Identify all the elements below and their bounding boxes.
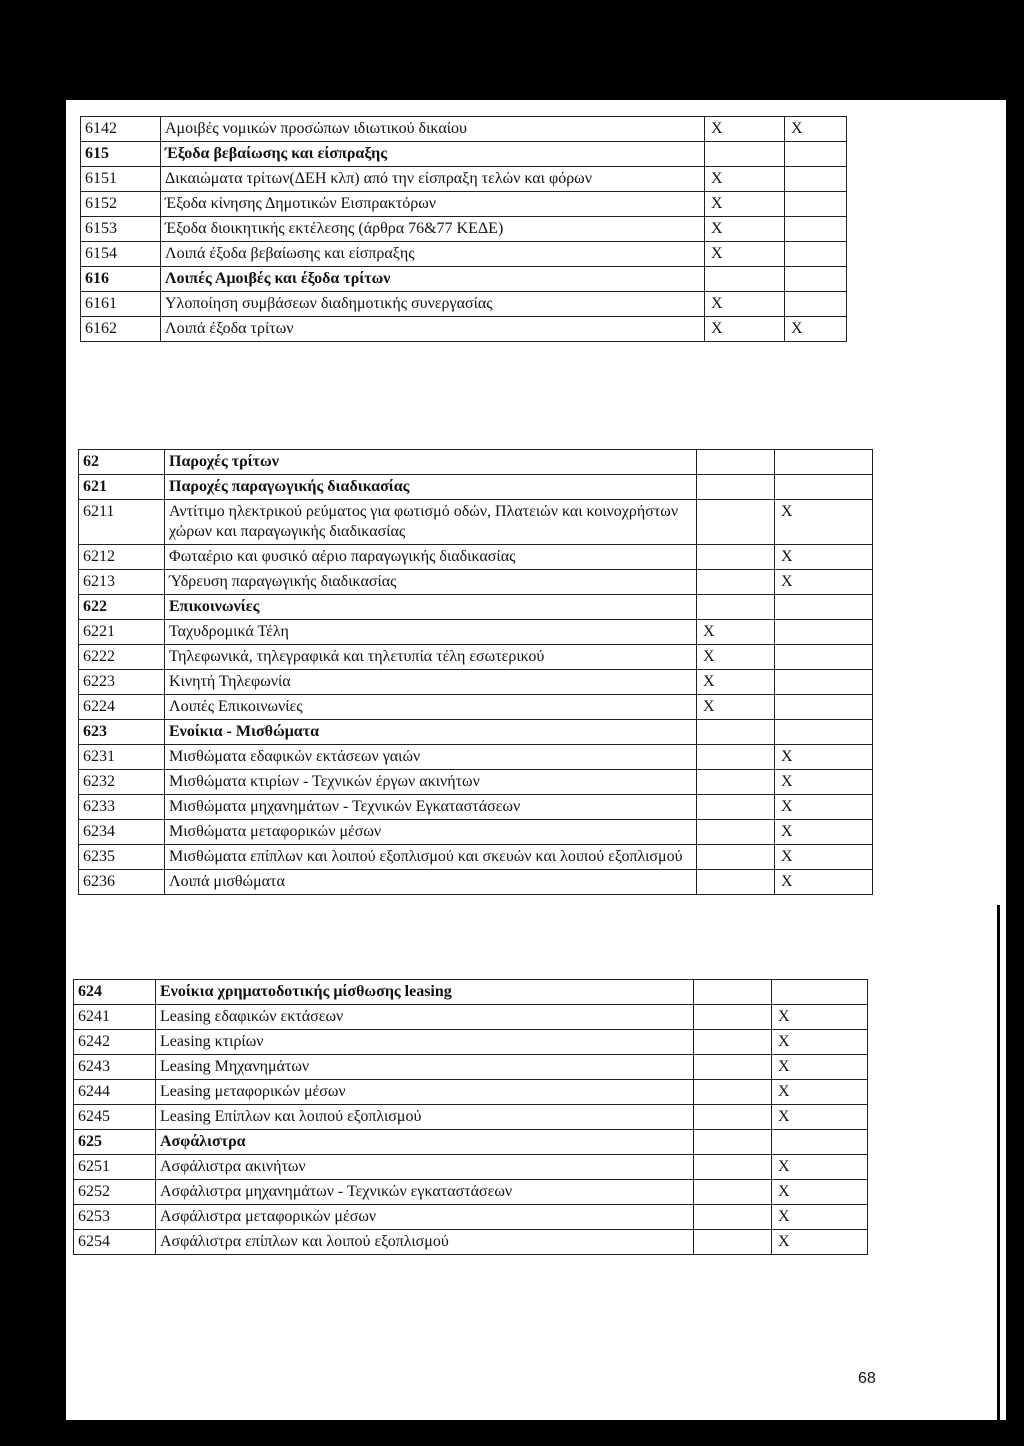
- code-cell: 6243: [74, 1055, 156, 1080]
- mark-cell-2: [775, 720, 873, 745]
- mark-cell-2: X: [775, 845, 873, 870]
- mark-cell-1: [694, 1080, 772, 1105]
- code-cell: 6242: [74, 1030, 156, 1055]
- code-cell: 6244: [74, 1080, 156, 1105]
- table-row: [74, 1105, 868, 1130]
- mark-cell-1: [697, 845, 775, 870]
- table-row: [79, 795, 873, 820]
- mark-cell-2: X: [772, 1180, 868, 1205]
- table-row: [81, 317, 847, 342]
- description-cell: Αμοιβές νομικών προσώπων ιδιωτικού δικαίου: [161, 117, 705, 142]
- mark-cell-1: X: [705, 317, 785, 342]
- table-row: [79, 645, 873, 670]
- account-table-62-623: [78, 449, 873, 895]
- mark-cell-2: [775, 475, 873, 500]
- description-cell: Ταχυδρομικά Τέλη: [165, 620, 697, 645]
- mark-cell-1: [694, 1005, 772, 1030]
- description-cell: Ενοίκια - Μισθώματα: [165, 720, 697, 745]
- table-row: [74, 1155, 868, 1180]
- mark-cell-2: X: [772, 1005, 868, 1030]
- code-cell: 6221: [79, 620, 165, 645]
- mark-cell-2: [775, 695, 873, 720]
- table-row: [81, 267, 847, 292]
- table-row: [81, 117, 847, 142]
- mark-cell-2: X: [775, 820, 873, 845]
- mark-cell-1: [697, 475, 775, 500]
- mark-cell-2: X: [772, 1055, 868, 1080]
- description-cell: Leasing Μηχανημάτων: [156, 1055, 694, 1080]
- code-cell: 615: [81, 142, 161, 167]
- description-cell: Ενοίκια χρηματοδοτικής μίσθωσης leasing: [156, 980, 694, 1005]
- mark-cell-2: [775, 620, 873, 645]
- code-cell: 6152: [81, 192, 161, 217]
- mark-cell-1: [694, 1180, 772, 1205]
- mark-cell-2: X: [775, 500, 873, 545]
- table-body: [74, 980, 868, 1255]
- table-row: [81, 292, 847, 317]
- table-row: [81, 167, 847, 192]
- description-cell: Ύδρευση παραγωγικής διαδικασίας: [165, 570, 697, 595]
- mark-cell-1: [697, 770, 775, 795]
- table-row: [74, 1180, 868, 1205]
- code-cell: 6213: [79, 570, 165, 595]
- code-cell: 6231: [79, 745, 165, 770]
- table-row: [79, 745, 873, 770]
- mark-cell-2: [775, 450, 873, 475]
- mark-cell-2: X: [775, 745, 873, 770]
- mark-cell-2: X: [775, 545, 873, 570]
- mark-cell-2: [775, 670, 873, 695]
- code-cell: 6236: [79, 870, 165, 895]
- mark-cell-1: [694, 1030, 772, 1055]
- mark-cell-2: [785, 167, 847, 192]
- mark-cell-1: [694, 1205, 772, 1230]
- table-row: [74, 1080, 868, 1105]
- code-cell: 6253: [74, 1205, 156, 1230]
- table-row: [74, 980, 868, 1005]
- mark-cell-1: [705, 267, 785, 292]
- mark-cell-1: X: [705, 292, 785, 317]
- code-cell: 6211: [79, 500, 165, 545]
- mark-cell-1: X: [705, 167, 785, 192]
- account-table-624-625: [73, 979, 868, 1255]
- mark-cell-1: X: [697, 620, 775, 645]
- table-row: [79, 720, 873, 745]
- description-cell: Λοιπές Επικοινωνίες: [165, 695, 697, 720]
- table-row: [79, 620, 873, 645]
- table-row: [74, 1005, 868, 1030]
- description-cell: Τηλεφωνικά, τηλεγραφικά και τηλετυπία τέλη εσωτερικού: [165, 645, 697, 670]
- code-cell: 6153: [81, 217, 161, 242]
- code-cell: 6222: [79, 645, 165, 670]
- description-cell: Μισθώματα εδαφικών εκτάσεων γαιών: [165, 745, 697, 770]
- mark-cell-2: X: [775, 770, 873, 795]
- table-row: [79, 450, 873, 475]
- table-row: [79, 670, 873, 695]
- code-cell: 6245: [74, 1105, 156, 1130]
- mark-cell-2: [775, 595, 873, 620]
- table-row: [79, 770, 873, 795]
- code-cell: 6235: [79, 845, 165, 870]
- mark-cell-2: [785, 267, 847, 292]
- mark-cell-2: X: [772, 1155, 868, 1180]
- mark-cell-1: [697, 795, 775, 820]
- description-cell: Αντίτιμο ηλεκτρικού ρεύματος για φωτισμό οδών, Πλατειών και κοινοχρήστων χώρων και παραγωγικής διαδικασίας: [165, 500, 697, 545]
- code-cell: 6234: [79, 820, 165, 845]
- code-cell: 622: [79, 595, 165, 620]
- table-body: [79, 450, 873, 895]
- table-body: [81, 117, 847, 342]
- mark-cell-1: X: [697, 695, 775, 720]
- code-cell: 6254: [74, 1230, 156, 1255]
- mark-cell-1: [697, 745, 775, 770]
- mark-cell-1: [697, 720, 775, 745]
- description-cell: Ασφάλιστρα μηχανημάτων - Τεχνικών εγκαταστάσεων: [156, 1180, 694, 1205]
- mark-cell-1: [697, 595, 775, 620]
- description-cell: Ασφάλιστρα επίπλων και λοιπού εξοπλισμού: [156, 1230, 694, 1255]
- table-row: [79, 845, 873, 870]
- mark-cell-1: X: [705, 242, 785, 267]
- mark-cell-1: X: [705, 217, 785, 242]
- code-cell: 6241: [74, 1005, 156, 1030]
- code-cell: 6251: [74, 1155, 156, 1180]
- table-row: [79, 695, 873, 720]
- description-cell: Επικοινωνίες: [165, 595, 697, 620]
- table-row: [79, 475, 873, 500]
- table-row: [81, 217, 847, 242]
- description-cell: Λοιπά έξοδα βεβαίωσης και είσπραξης: [161, 242, 705, 267]
- mark-cell-2: X: [775, 570, 873, 595]
- description-cell: Leasing μεταφορικών μέσων: [156, 1080, 694, 1105]
- code-cell: 623: [79, 720, 165, 745]
- table-row: [79, 570, 873, 595]
- table-row: [79, 820, 873, 845]
- mark-cell-2: [785, 192, 847, 217]
- mark-cell-1: [697, 450, 775, 475]
- table-row: [81, 242, 847, 267]
- description-cell: Υλοποίηση συμβάσεων διαδημοτικής συνεργασίας: [161, 292, 705, 317]
- code-cell: 625: [74, 1130, 156, 1155]
- mark-cell-2: [772, 1130, 868, 1155]
- table-row: [81, 142, 847, 167]
- table-row: [74, 1230, 868, 1255]
- description-cell: Ασφάλιστρα μεταφορικών μέσων: [156, 1205, 694, 1230]
- description-cell: Λοιπά μισθώματα: [165, 870, 697, 895]
- mark-cell-1: [697, 570, 775, 595]
- account-table-615-616: [80, 116, 847, 342]
- code-cell: 6142: [81, 117, 161, 142]
- description-cell: Κινητή Τηλεφωνία: [165, 670, 697, 695]
- mark-cell-2: [785, 292, 847, 317]
- mark-cell-1: [694, 1105, 772, 1130]
- code-cell: 6151: [81, 167, 161, 192]
- mark-cell-2: [785, 217, 847, 242]
- page-number: 68: [858, 1370, 876, 1387]
- description-cell: Έξοδα βεβαίωσης και είσπραξης: [161, 142, 705, 167]
- code-cell: 62: [79, 450, 165, 475]
- description-cell: Παροχές τρίτων: [165, 450, 697, 475]
- mark-cell-1: [694, 1130, 772, 1155]
- mark-cell-1: [705, 142, 785, 167]
- code-cell: 616: [81, 267, 161, 292]
- code-cell: 621: [79, 475, 165, 500]
- table-row: [79, 500, 873, 545]
- mark-cell-2: X: [772, 1105, 868, 1130]
- description-cell: Μισθώματα μηχανημάτων - Τεχνικών Εγκαταστάσεων: [165, 795, 697, 820]
- mark-cell-1: [694, 980, 772, 1005]
- mark-cell-1: [694, 1230, 772, 1255]
- code-cell: 6252: [74, 1180, 156, 1205]
- description-cell: Λοιπά έξοδα τρίτων: [161, 317, 705, 342]
- description-cell: Έξοδα διοικητικής εκτέλεσης (άρθρα 76&77 ΚΕΔΕ): [161, 217, 705, 242]
- description-cell: Μισθώματα μεταφορικών μέσων: [165, 820, 697, 845]
- table-row: [79, 870, 873, 895]
- mark-cell-1: [694, 1155, 772, 1180]
- mark-cell-1: X: [705, 192, 785, 217]
- description-cell: Ασφάλιστρα: [156, 1130, 694, 1155]
- mark-cell-2: X: [772, 1230, 868, 1255]
- mark-cell-2: X: [775, 870, 873, 895]
- mark-cell-2: [785, 242, 847, 267]
- description-cell: Μισθώματα κτιρίων - Τεχνικών έργων ακινήτων: [165, 770, 697, 795]
- code-cell: 6212: [79, 545, 165, 570]
- mark-cell-1: X: [697, 670, 775, 695]
- mark-cell-2: X: [785, 117, 847, 142]
- description-cell: Leasing Επίπλων και λοιπού εξοπλισμού: [156, 1105, 694, 1130]
- mark-cell-1: [697, 820, 775, 845]
- mark-cell-2: X: [785, 317, 847, 342]
- mark-cell-1: [694, 1055, 772, 1080]
- code-cell: 6161: [81, 292, 161, 317]
- mark-cell-2: [775, 645, 873, 670]
- description-cell: Δικαιώματα τρίτων(ΔΕΗ κλπ) από την είσπραξη τελών και φόρων: [161, 167, 705, 192]
- code-cell: 6223: [79, 670, 165, 695]
- description-cell: Παροχές παραγωγικής διαδικασίας: [165, 475, 697, 500]
- mark-cell-2: X: [775, 795, 873, 820]
- code-cell: 624: [74, 980, 156, 1005]
- mark-cell-2: X: [772, 1030, 868, 1055]
- table-row: [74, 1030, 868, 1055]
- code-cell: 6232: [79, 770, 165, 795]
- description-cell: Ασφάλιστρα ακινήτων: [156, 1155, 694, 1180]
- description-cell: Έξοδα κίνησης Δημοτικών Εισπρακτόρων: [161, 192, 705, 217]
- code-cell: 6233: [79, 795, 165, 820]
- mark-cell-1: [697, 500, 775, 545]
- table-row: [79, 595, 873, 620]
- mark-cell-2: [772, 980, 868, 1005]
- description-cell: Leasing κτιρίων: [156, 1030, 694, 1055]
- mark-cell-2: X: [772, 1205, 868, 1230]
- table-row: [74, 1205, 868, 1230]
- description-cell: Leasing εδαφικών εκτάσεων: [156, 1005, 694, 1030]
- mark-cell-1: X: [705, 117, 785, 142]
- scan-edge-line: [997, 905, 1000, 1425]
- mark-cell-1: [697, 870, 775, 895]
- table-row: [74, 1130, 868, 1155]
- table-row: [79, 545, 873, 570]
- table-row: [81, 192, 847, 217]
- code-cell: 6224: [79, 695, 165, 720]
- description-cell: Λοιπές Αμοιβές και έξοδα τρίτων: [161, 267, 705, 292]
- mark-cell-1: [697, 545, 775, 570]
- description-cell: Μισθώματα επίπλων και λοιπού εξοπλισμού και σκευών και λοιπού εξοπλισμού: [165, 845, 697, 870]
- code-cell: 6162: [81, 317, 161, 342]
- mark-cell-2: X: [772, 1080, 868, 1105]
- mark-cell-1: X: [697, 645, 775, 670]
- mark-cell-2: [785, 142, 847, 167]
- code-cell: 6154: [81, 242, 161, 267]
- table-row: [74, 1055, 868, 1080]
- description-cell: Φωταέριο και φυσικό αέριο παραγωγικής διαδικασίας: [165, 545, 697, 570]
